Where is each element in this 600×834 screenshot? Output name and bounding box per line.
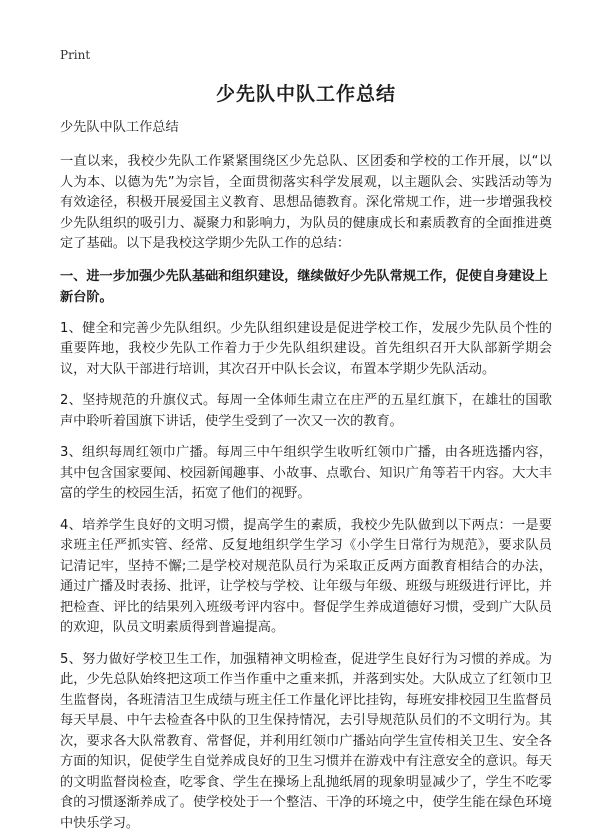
print-link[interactable]: Print: [60, 46, 552, 64]
intro-paragraph: 一直以来，我校少先队工作紧紧围绕区少先总队、区团委和学校的工作开展，以“以人为本、以德为先”为宗旨，全面贯彻落实科学发展观，以主题队会、实践活动等为有效途径，积极开展爱国主义教育、思想品德教育。深化常规工作，进一步增强我校少先队组织的吸引力、凝聚力和影响力，为队员的健康成长和素质教育的全面推进奠定了基础。以下是我校这学期少先队工作的总结：: [60, 152, 552, 255]
list-item: 5、努力做好学校卫生工作，加强精神文明检查，促进学生良好行为习惯的养成。为此，少先总队始终把这项工作当作重中之重来抓，并落到实处。大队成立了红领巾卫生监督岗，各班清洁卫生成绩与班主任工作量化评比挂钩，每班安排校园卫生监督员每天早晨、中午去检查各中队的卫生保持情况，去引导规范队员们的不文明行为。其次，要求各大队常教育、常督促，并利用红领巾广播站向学生宣传相关卫生、安全各方面的知识，促使学生自觉养成良好的卫生习惯并在游戏中有注意安全的意识。每天的文明监督岗检查，吃零食、学生在操场上乱抛纸屑的现象明显减少了，学生不吃零食的习惯逐渐养成了。使学校处于一个整洁、干净的环境之中，使学生能在绿色环境中快乐学习。: [60, 650, 552, 834]
document-title: 少先队中队工作总结: [60, 80, 552, 108]
list-item: 4、培养学生良好的文明习惯，提高学生的素质，我校少先队做到以下两点：一是要求班主任严抓实管、经常、反复地组织学生学习《小学生日常行为规范》，要求队员记清记牢，坚持不懈;二是学校对规范队员行为采取正反两方面教育相结合的办法，通过广播及时表扬、批评，让学校与学校、让年级与年级、班级与班级进行评比，并把检查、评比的结果列入班级考评内容中。督促学生养成道德好习惯，受到广大队员的欢迎，队员文明素质得到普遍提高。: [60, 516, 552, 639]
list-item: 3、组织每周红领巾广播。每周三中午组织学生收听红领巾广播，由各班选播内容，其中包含国家要闻、校园新闻趣事、小故事、点歌台、知识广角等若干内容。大大丰富的学生的校园生活，拓宽了他们的视野。: [60, 443, 552, 505]
list-item: 2、坚持规范的升旗仪式。每周一全体师生肃立在庄严的五星红旗下，在雄壮的国歌声中聆听着国旗下讲话，使学生受到了一次又一次的教育。: [60, 391, 552, 432]
document-subtitle: 少先队中队工作总结: [60, 118, 552, 138]
list-item: 1、健全和完善少先队组织。少先队组织建设是促进学校工作，发展少先队员个性的重要阵地，我校少先队工作着力于少先队组织建设。首先组织召开大队部新学期会议，对大队干部进行培训，其次召开中队长会议，布置本学期少先队活动。: [60, 319, 552, 381]
section-heading: 一、进一步加强少先队基础和组织建设，继续做好少先队常规工作，促使自身建设上新台阶。: [60, 266, 552, 308]
